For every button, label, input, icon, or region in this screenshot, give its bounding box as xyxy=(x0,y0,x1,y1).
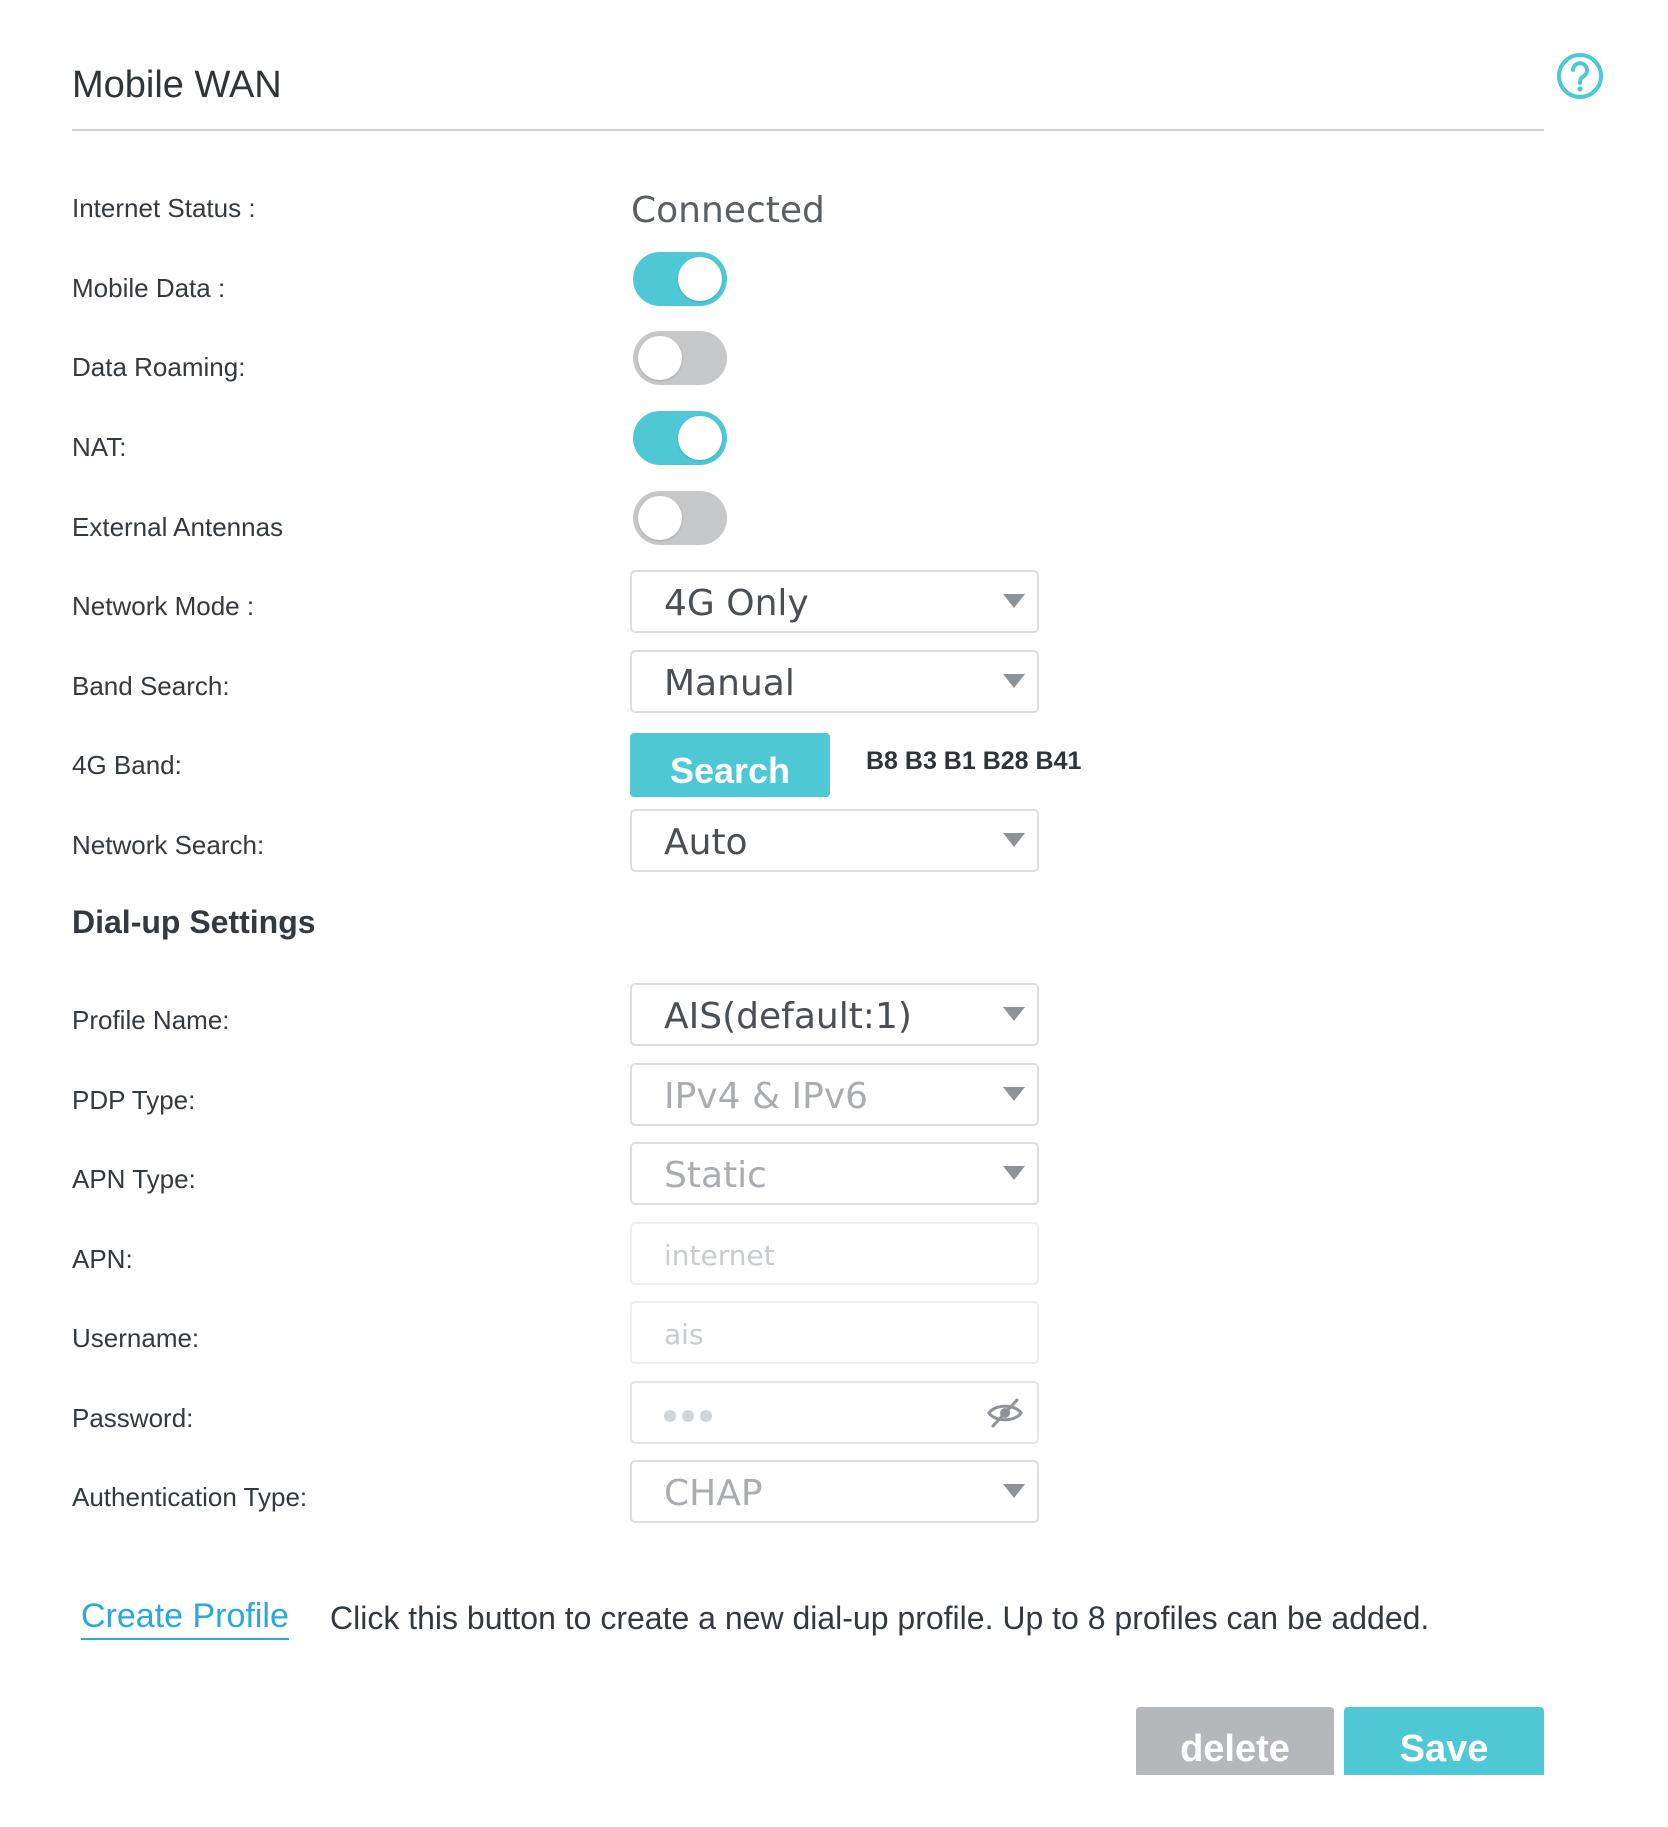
pdp-type-label: PDP Type: xyxy=(72,1085,196,1115)
apn-input[interactable] xyxy=(630,1222,1039,1285)
password-dot xyxy=(682,1410,694,1422)
network-search-select[interactable] xyxy=(630,809,1039,872)
help-icon[interactable] xyxy=(1556,52,1604,100)
username-value: ais xyxy=(664,1318,704,1351)
network-search-value: Auto xyxy=(664,822,748,863)
caret-down-icon xyxy=(1003,1166,1025,1180)
eye-slash-icon[interactable] xyxy=(987,1397,1023,1429)
apn-type-value: Static xyxy=(664,1155,767,1196)
save-button[interactable]: Save xyxy=(1344,1707,1544,1775)
toggle-knob xyxy=(638,336,682,380)
caret-down-icon xyxy=(1003,1484,1025,1498)
network-mode-value: 4G Only xyxy=(664,583,809,624)
apn-type-select[interactable] xyxy=(630,1142,1039,1205)
username-label: Username: xyxy=(72,1323,200,1353)
caret-down-icon xyxy=(1003,833,1025,847)
band-search-button[interactable]: Search xyxy=(630,733,830,797)
password-label: Password: xyxy=(72,1403,194,1433)
dialup-settings-heading: Dial-up Settings xyxy=(72,904,316,940)
auth-type-label: Authentication Type: xyxy=(72,1482,308,1512)
profile-name-select[interactable] xyxy=(630,983,1039,1046)
network-mode-select[interactable] xyxy=(630,570,1039,633)
selected-bands: B8 B3 B1 B28 B41 xyxy=(866,747,1082,775)
4g-band-label: 4G Band: xyxy=(72,750,182,780)
toggle-knob xyxy=(678,416,722,460)
data-roaming-toggle[interactable] xyxy=(633,331,727,385)
password-input[interactable] xyxy=(630,1381,1039,1444)
external-antennas-toggle[interactable] xyxy=(633,491,727,545)
profile-name-label: Profile Name: xyxy=(72,1005,230,1035)
title-divider xyxy=(72,129,1544,131)
caret-down-icon xyxy=(1003,594,1025,608)
apn-value: internet xyxy=(664,1239,775,1272)
toggle-knob xyxy=(638,496,682,540)
band-search-label: Band Search: xyxy=(72,671,230,701)
auth-type-select[interactable] xyxy=(630,1460,1039,1523)
external-antennas-label: External Antennas xyxy=(72,512,284,542)
internet-status-value: Connected xyxy=(631,190,825,231)
page-title: Mobile WAN xyxy=(72,64,282,106)
password-dot xyxy=(664,1410,676,1422)
delete-button[interactable]: delete xyxy=(1136,1707,1334,1775)
network-search-label: Network Search: xyxy=(72,830,265,860)
create-profile-description: Click this button to create a new dial-up profile. Up to 8 profiles can be added. xyxy=(330,1600,1430,1636)
band-search-select[interactable] xyxy=(630,650,1039,713)
apn-type-label: APN Type: xyxy=(72,1164,196,1194)
auth-type-value: CHAP xyxy=(664,1473,763,1514)
network-mode-label: Network Mode : xyxy=(72,591,255,621)
password-mask xyxy=(664,1410,712,1422)
data-roaming-label: Data Roaming: xyxy=(72,352,246,382)
caret-down-icon xyxy=(1003,1007,1025,1021)
username-input[interactable] xyxy=(630,1301,1039,1364)
pdp-type-value: IPv4 & IPv6 xyxy=(664,1076,869,1117)
band-search-value: Manual xyxy=(664,663,795,704)
internet-status-label: Internet Status : xyxy=(72,193,256,223)
create-profile-link[interactable]: Create Profile xyxy=(81,1597,289,1640)
password-dot xyxy=(700,1410,712,1422)
caret-down-icon xyxy=(1003,674,1025,688)
toggle-knob xyxy=(678,257,722,301)
profile-name-value: AIS(default:1) xyxy=(664,996,912,1037)
pdp-type-select[interactable] xyxy=(630,1063,1039,1126)
mobile-data-label: Mobile Data : xyxy=(72,273,226,303)
nat-label: NAT: xyxy=(72,432,127,462)
caret-down-icon xyxy=(1003,1087,1025,1101)
mobile-data-toggle[interactable] xyxy=(633,252,727,306)
apn-label: APN: xyxy=(72,1244,133,1274)
nat-toggle[interactable] xyxy=(633,411,727,465)
